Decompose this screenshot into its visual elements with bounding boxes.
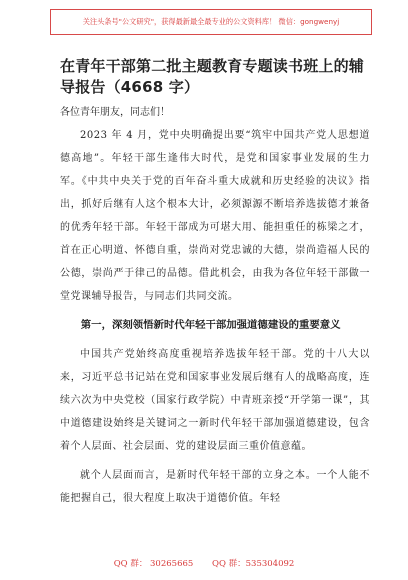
qq-group-2: QQ 群：535304092 [212,559,295,569]
salutation: 各位青年朋友，同志们！ [60,107,170,118]
paragraph: 2023 年 4 月，党中央明确提出要“筑牢中国共产党人思想道德高地”。年轻干部生逢伟大时代，是党和国家事业发展的生力军。《中共中央关于党的百年奋斗重大成就和历史经验的决议》指出，抓好后继有人这个根本大计，必须源源不断培养选拔德才兼备的优秀年轻干部。年轻干部成为可堪大用、能担重任的栋梁之才，首在正心明道、怀德自重，崇尚对党忠诚的大德，崇尚造福人民的公德，崇尚严于律己的品德。借此机会，由我为各位年轻干部做一堂党课辅导报告，与同志们共同交流。 [60,130,370,302]
document-body [60,56,370,510]
qq-group-1: QQ 群： 30265665 [113,559,194,569]
paragraph: 就个人层面而言，是新时代年轻干部的立身之本。一个人能不能把握自己，很大程度上取决于道德价值。年轻 [60,470,370,504]
document-title: 在青年干部第二批主题教育专题读书班上的辅导报告（4668 字） [60,57,365,96]
header-banner: 关注头条号"公文研究"，获得最新最全最专业的公文资料库！ 微信：gongwenyj [50,9,372,35]
footer-contact [0,556,408,572]
section-heading: 第一，深刻领悟新时代年轻干部加强道德建设的重要意义 [80,319,341,331]
paragraph: 中国共产党始终高度重视培养选拔年轻干部。党的十八大以来，习近平总书记站在党和国家事业发展后继有人的战略高度，连续六次为中央党校（国家行政学院）中青班亲授“开学第一课”，其中道德建设始终是关键词之一新时代年轻干部加强道德建设，包含着个人层面、社会层面、党的建设层面三重价值意蕴。 [60,349,370,452]
